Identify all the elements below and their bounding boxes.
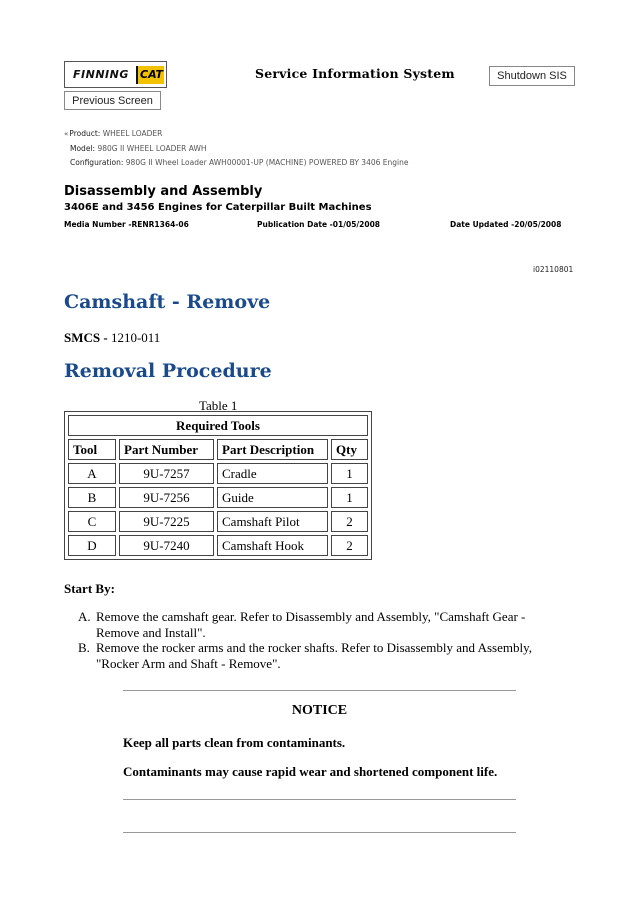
document-subtitle: 3406E and 3456 Engines for Caterpillar Built Machines xyxy=(64,202,372,213)
tool-cell: D xyxy=(68,535,116,556)
smcs-code xyxy=(64,330,160,346)
part-number-cell: 9U-7240 xyxy=(119,535,214,556)
logo-finning-text: FINNING xyxy=(73,68,129,81)
column-header: Qty xyxy=(331,439,368,460)
tool-cell: B xyxy=(68,487,116,508)
part-number-cell: 9U-7225 xyxy=(119,511,214,532)
tool-cell: A xyxy=(68,463,116,484)
product-info-row xyxy=(64,129,162,138)
table-row xyxy=(68,463,368,484)
part-description-cell: Cradle xyxy=(217,463,328,484)
table-caption: Table 1 xyxy=(199,398,238,413)
product-value: WHEEL LOADER xyxy=(102,129,163,138)
configuration-info-row xyxy=(70,158,409,167)
collapse-arrows-icon[interactable]: « xyxy=(64,130,69,138)
table-row xyxy=(68,535,368,556)
step-text: Remove the camshaft gear. Refer to Disassembly and Assembly, "Camshaft Gear - Remove and Install". xyxy=(96,609,526,640)
part-description-cell: Guide xyxy=(217,487,328,508)
procedure-heading: Removal Procedure xyxy=(64,360,272,382)
part-number-cell: 9U-7257 xyxy=(119,463,214,484)
cat-logo-badge xyxy=(136,66,164,84)
part-description-cell: Camshaft Pilot xyxy=(217,511,328,532)
column-header: Part Number xyxy=(119,439,214,460)
previous-screen-button[interactable]: Previous Screen xyxy=(64,91,161,110)
start-by-heading: Start By: xyxy=(64,581,115,596)
notice-divider-bottom xyxy=(123,799,516,800)
step-item xyxy=(78,640,578,672)
table-header-row xyxy=(68,439,368,460)
model-label: Model: xyxy=(70,144,96,153)
step-item xyxy=(78,609,578,641)
document-id: i02110801 xyxy=(533,265,574,274)
configuration-label: Configuration: xyxy=(70,158,124,167)
table-title: Required Tools xyxy=(68,415,368,436)
notice-text: Keep all parts clean from contaminants. xyxy=(123,735,346,750)
table-title-row xyxy=(68,415,368,436)
document-title: Disassembly and Assembly xyxy=(64,184,263,199)
table-row xyxy=(68,511,368,532)
configuration-value: 980G II Wheel Loader AWH00001-UP (MACHINE) POWERED BY 3406 Engine xyxy=(125,158,409,167)
qty-cell: 1 xyxy=(331,487,368,508)
page-heading: Camshaft - Remove xyxy=(64,291,271,313)
column-header: Part Description xyxy=(217,439,328,460)
section-divider xyxy=(123,832,516,833)
tool-cell: C xyxy=(68,511,116,532)
required-tools-table xyxy=(64,411,372,560)
part-number-cell: 9U-7256 xyxy=(119,487,214,508)
notice-divider-top xyxy=(123,690,516,691)
qty-cell: 2 xyxy=(331,535,368,556)
table-row xyxy=(68,487,368,508)
smcs-label: SMCS - xyxy=(64,330,111,345)
part-description-cell: Camshaft Hook xyxy=(217,535,328,556)
column-header: Tool xyxy=(68,439,116,460)
step-marker: A. xyxy=(78,609,91,624)
qty-cell: 2 xyxy=(331,511,368,532)
notice-text: Contaminants may cause rapid wear and shortened component life. xyxy=(123,764,498,779)
product-label: Product: xyxy=(69,129,101,138)
model-value: 980G II WHEEL LOADER AWH xyxy=(97,144,207,153)
qty-cell: 1 xyxy=(331,463,368,484)
publication-date: Publication Date -01/05/2008 xyxy=(257,220,381,229)
step-text: Remove the rocker arms and the rocker shafts. Refer to Disassembly and Assembly, "Rocker Arm and Shaft - Remove". xyxy=(96,640,532,671)
notice-title: NOTICE xyxy=(291,703,348,718)
app-title: Service Information System xyxy=(255,66,455,81)
shutdown-sis-button[interactable]: Shutdown SIS xyxy=(489,66,575,86)
media-number: Media Number -RENR1364-06 xyxy=(64,220,189,229)
step-marker: B. xyxy=(78,640,90,655)
model-info-row xyxy=(70,144,207,153)
finning-cat-logo xyxy=(64,61,167,88)
date-updated: Date Updated -20/05/2008 xyxy=(450,220,562,229)
logo-cat-text: CAT xyxy=(140,68,164,81)
smcs-value: 1210-011 xyxy=(110,330,161,345)
